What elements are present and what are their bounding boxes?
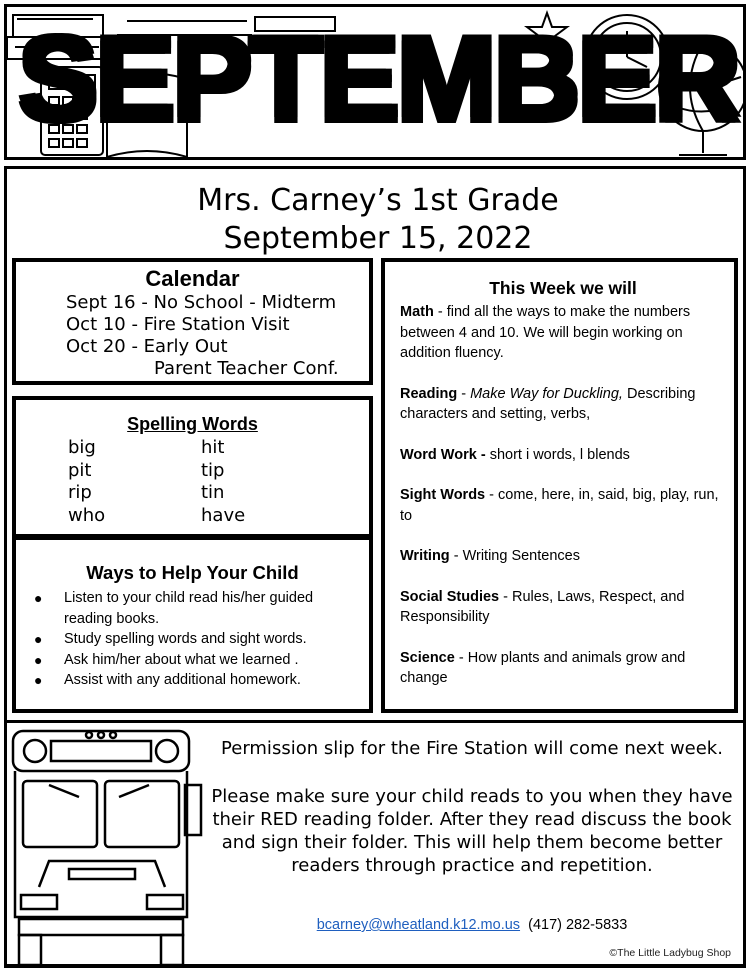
- spelling-heading: Spelling Words: [127, 414, 258, 434]
- school-bus-icon: [9, 727, 205, 967]
- week-item-label: Sight Words: [400, 487, 486, 503]
- week-item: [400, 384, 726, 425]
- week-item-text: How plants and animals grow and change: [400, 649, 686, 686]
- spelling-word: hit: [201, 437, 225, 458]
- calendar-line: Oct 20 - Early Out: [66, 336, 228, 357]
- calendar-line: Sept 16 - No School - Midterm: [66, 292, 337, 313]
- help-list: [16, 588, 369, 691]
- list-item: ● Listen to your child read his/her guided reading books.: [34, 590, 314, 627]
- bullet-icon: ●: [34, 672, 43, 688]
- list-item: ● Assist with any additional homework.: [16, 670, 369, 691]
- week-item-text: Rules, Laws, Respect, and Responsibility: [400, 588, 685, 625]
- email-link[interactable]: bcarney@wheatland.k12.mo.us: [316, 917, 521, 933]
- spelling-words-box: [12, 396, 373, 538]
- calendar-line: Oct 10 - Fire Station Visit: [66, 314, 290, 335]
- week-item-separator: -: [449, 548, 463, 564]
- week-item: [400, 302, 726, 364]
- week-item-label: Science: [400, 649, 455, 666]
- list-item: ● Study spelling words and sight words.: [16, 629, 369, 650]
- week-item-label: Writing: [400, 548, 450, 564]
- copyright-text: ©The Little Ladybug Shop: [609, 947, 731, 959]
- class-name: Mrs. Carney’s 1st Grade: [197, 183, 559, 218]
- phone-number: (417) 282-5833: [528, 917, 628, 933]
- spelling-word: rip: [68, 482, 92, 503]
- week-item: [400, 587, 726, 628]
- spelling-word: tin: [201, 482, 225, 503]
- spelling-word-list: [16, 437, 369, 527]
- banner-title: SEPTEMBER: [18, 12, 738, 146]
- calendar-box: [12, 258, 373, 385]
- week-item: [400, 648, 726, 689]
- week-item-separator: -: [433, 304, 447, 320]
- spelling-word: big: [68, 437, 96, 458]
- week-item-label: Math: [400, 304, 434, 320]
- header-banner: [4, 4, 746, 160]
- week-item-text: come, here, in, said, big, play, run, to: [400, 487, 719, 524]
- week-item-label: Reading: [400, 385, 458, 402]
- spelling-word: pit: [68, 459, 92, 481]
- week-item-text: Writing Sentences: [462, 548, 580, 564]
- spelling-word: who: [68, 504, 106, 526]
- reading-folder-note: Please make sure your child reads to you when they have their RED reading folder. After they read discuss the book and sign their folder. This will help them become better readers through practice and repetition.: [211, 786, 733, 876]
- week-item-label: Word Work -: [400, 446, 486, 463]
- bullet-icon: ●: [34, 590, 43, 606]
- ways-to-help-box: [12, 536, 373, 713]
- list-item: ● Ask him/her about what we learned .: [16, 650, 369, 671]
- calendar-line: Parent Teacher Conf.: [154, 358, 339, 379]
- week-item-text: find all the ways to make the numbers between 4 and 10. We will begin working on addition fluency.: [400, 304, 691, 361]
- week-item-list: [400, 302, 726, 689]
- week-item-book-title: Make Way for Duckling,: [470, 385, 623, 402]
- week-item-separator: -: [499, 588, 513, 605]
- week-heading: This Week we will: [489, 278, 637, 298]
- spelling-word: have: [201, 504, 246, 526]
- calendar-heading: Calendar: [145, 266, 240, 291]
- week-item-separator: -: [485, 487, 499, 503]
- week-item: [400, 485, 726, 526]
- week-item: [400, 445, 726, 466]
- week-item-text: short i words, l blends: [489, 446, 630, 463]
- newsletter-date: September 15, 2022: [223, 221, 533, 256]
- help-heading: Ways to Help Your Child: [86, 562, 299, 583]
- week-item-separator: -: [457, 385, 471, 402]
- permission-slip-note: Permission slip for the Fire Station will come next week.: [221, 738, 723, 759]
- bullet-icon: ●: [34, 631, 43, 647]
- week-item: [400, 546, 726, 567]
- bullet-icon: ●: [34, 651, 43, 668]
- contact-info: [207, 917, 737, 933]
- bottom-notes: [4, 720, 746, 968]
- spelling-word: tip: [201, 459, 225, 481]
- this-week-box: [381, 258, 738, 713]
- week-item-separator: -: [454, 649, 468, 666]
- week-item-label: Social Studies: [400, 588, 500, 605]
- week-item-text: Describing characters and setting, verbs,: [400, 385, 696, 422]
